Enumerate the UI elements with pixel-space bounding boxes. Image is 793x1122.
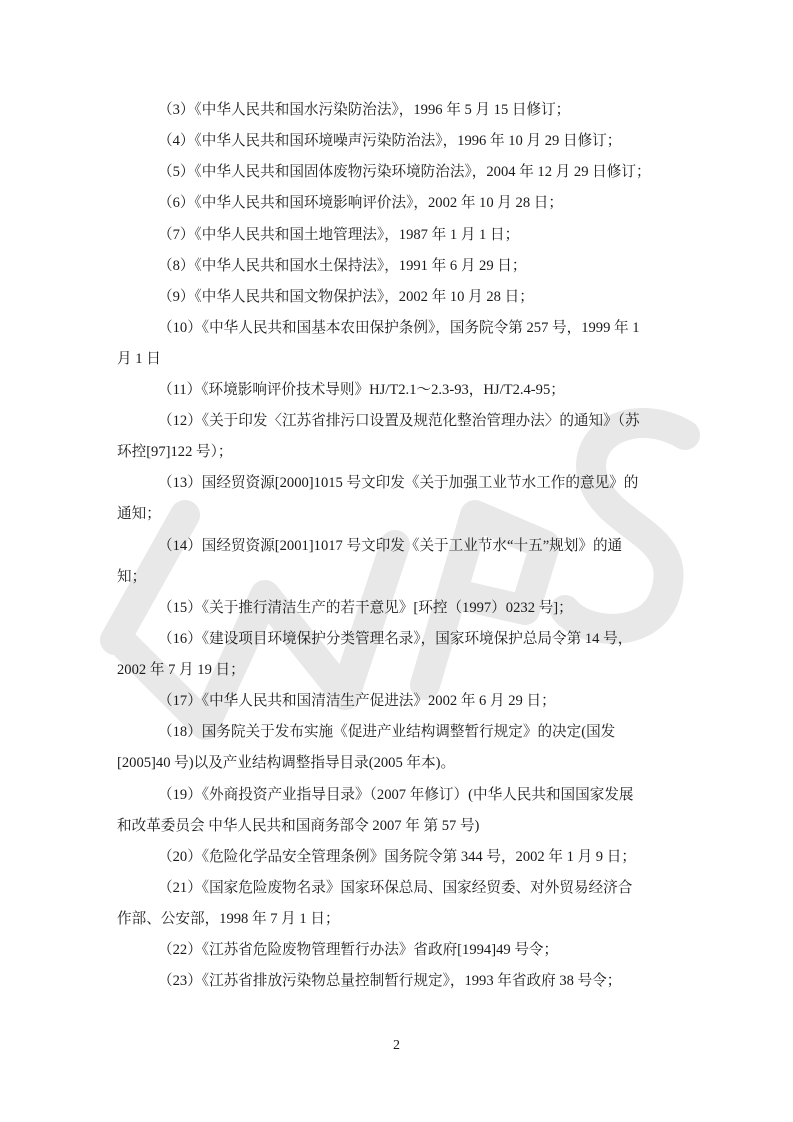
list-item-continuation: 通知； (117, 506, 161, 522)
page-number: 2 (393, 1038, 400, 1053)
list-item: （4）《中华人民共和国环境噪声污染防治法》，1996 年 10 月 29 日修订； (158, 133, 622, 149)
list-item: （8）《中华人民共和国水土保持法》，1991 年 6 月 29 日； (158, 257, 527, 274)
list-item: （17）《中华人民共和国清洁生产促进法》2002 年 6 月 29 日； (158, 693, 556, 709)
list-item: （22）《江苏省危险废物管理暂行办法》省政府[1994]49 号令； (158, 942, 559, 958)
list-item: （18）国务院关于发布实施《促进产业结构调整暂行规定》的决定(国发 (158, 724, 616, 740)
list-item: （3）《中华人民共和国水污染防治法》，1996 年 5 月 15 日修订； (158, 102, 571, 118)
list-item: （19）《外商投资产业指导目录》（2007 年修订）(中华人民共和国国家发展 (158, 786, 634, 803)
list-item-continuation: [2005]40 号)以及产业结构调整指导目录(2005 年本)。 (117, 755, 456, 771)
list-item: （6）《中华人民共和国环境影响评价法》，2002 年 10 月 28 日； (158, 195, 563, 211)
list-item: （7）《中华人民共和国土地管理法》，1987 年 1 月 1 日； (158, 226, 520, 243)
list-item: （15）《关于推行清洁生产的若干意见》[环控（1997）0232 号]； (158, 599, 573, 616)
list-item: （5）《中华人民共和国固体废物污染环境防治法》，2004 年 12 月 29 日修订； (158, 164, 651, 180)
list-item: （11）《环境影响评价技术导则》HJ/T2.1～2.3-93，HJ/T2.4-95； (158, 382, 565, 398)
list-item-continuation: 作部、公安部，1998 年 7 月 1 日； (117, 911, 340, 927)
list-item: （12）《关于印发〈江苏省排污口设置及规范化整治管理办法〉的通知》（苏 (158, 413, 640, 429)
list-item: （16）《建设项目环境保护分类管理名录》，国家环境保护总局令第 14 号， (158, 630, 633, 647)
list-item-continuation: 知； (117, 568, 147, 585)
list-item: （13）国经贸资源[2000]1015 号文印发《关于加强工业节水工作的意见》的 (158, 475, 639, 491)
list-item: （20）《危险化学品安全管理条例》国务院令第 344 号，2002 年 1 月 9 日； (158, 848, 636, 865)
list-item-continuation: 月 1 日 (117, 350, 161, 367)
list-item: （10）《中华人民共和国基本农田保护条例》，国务院令第 257 号，1999 年 1 (158, 319, 640, 336)
list-item: （14）国经贸资源[2001]1017 号文印发《关于工业节水“十五”规划》的通 (158, 537, 623, 554)
list-item: （23）《江苏省排放污染物总量控制暂行规定》，1993 年省政府 38 号令； (158, 973, 622, 989)
list-item-continuation: 环控[97]122 号）； (117, 444, 233, 460)
list-item-continuation: 和改革委员会 中华人民共和国商务部令 2007 年 第 57 号) (117, 817, 480, 834)
list-item: （9）《中华人民共和国文物保护法》，2002 年 10 月 28 日； (158, 288, 534, 305)
list-item: （21）《国家危险废物名录》国家环保总局、国家经贸委、对外贸易经济合 (158, 879, 633, 896)
list-item-continuation: 2002 年 7 月 19 日； (117, 662, 245, 678)
